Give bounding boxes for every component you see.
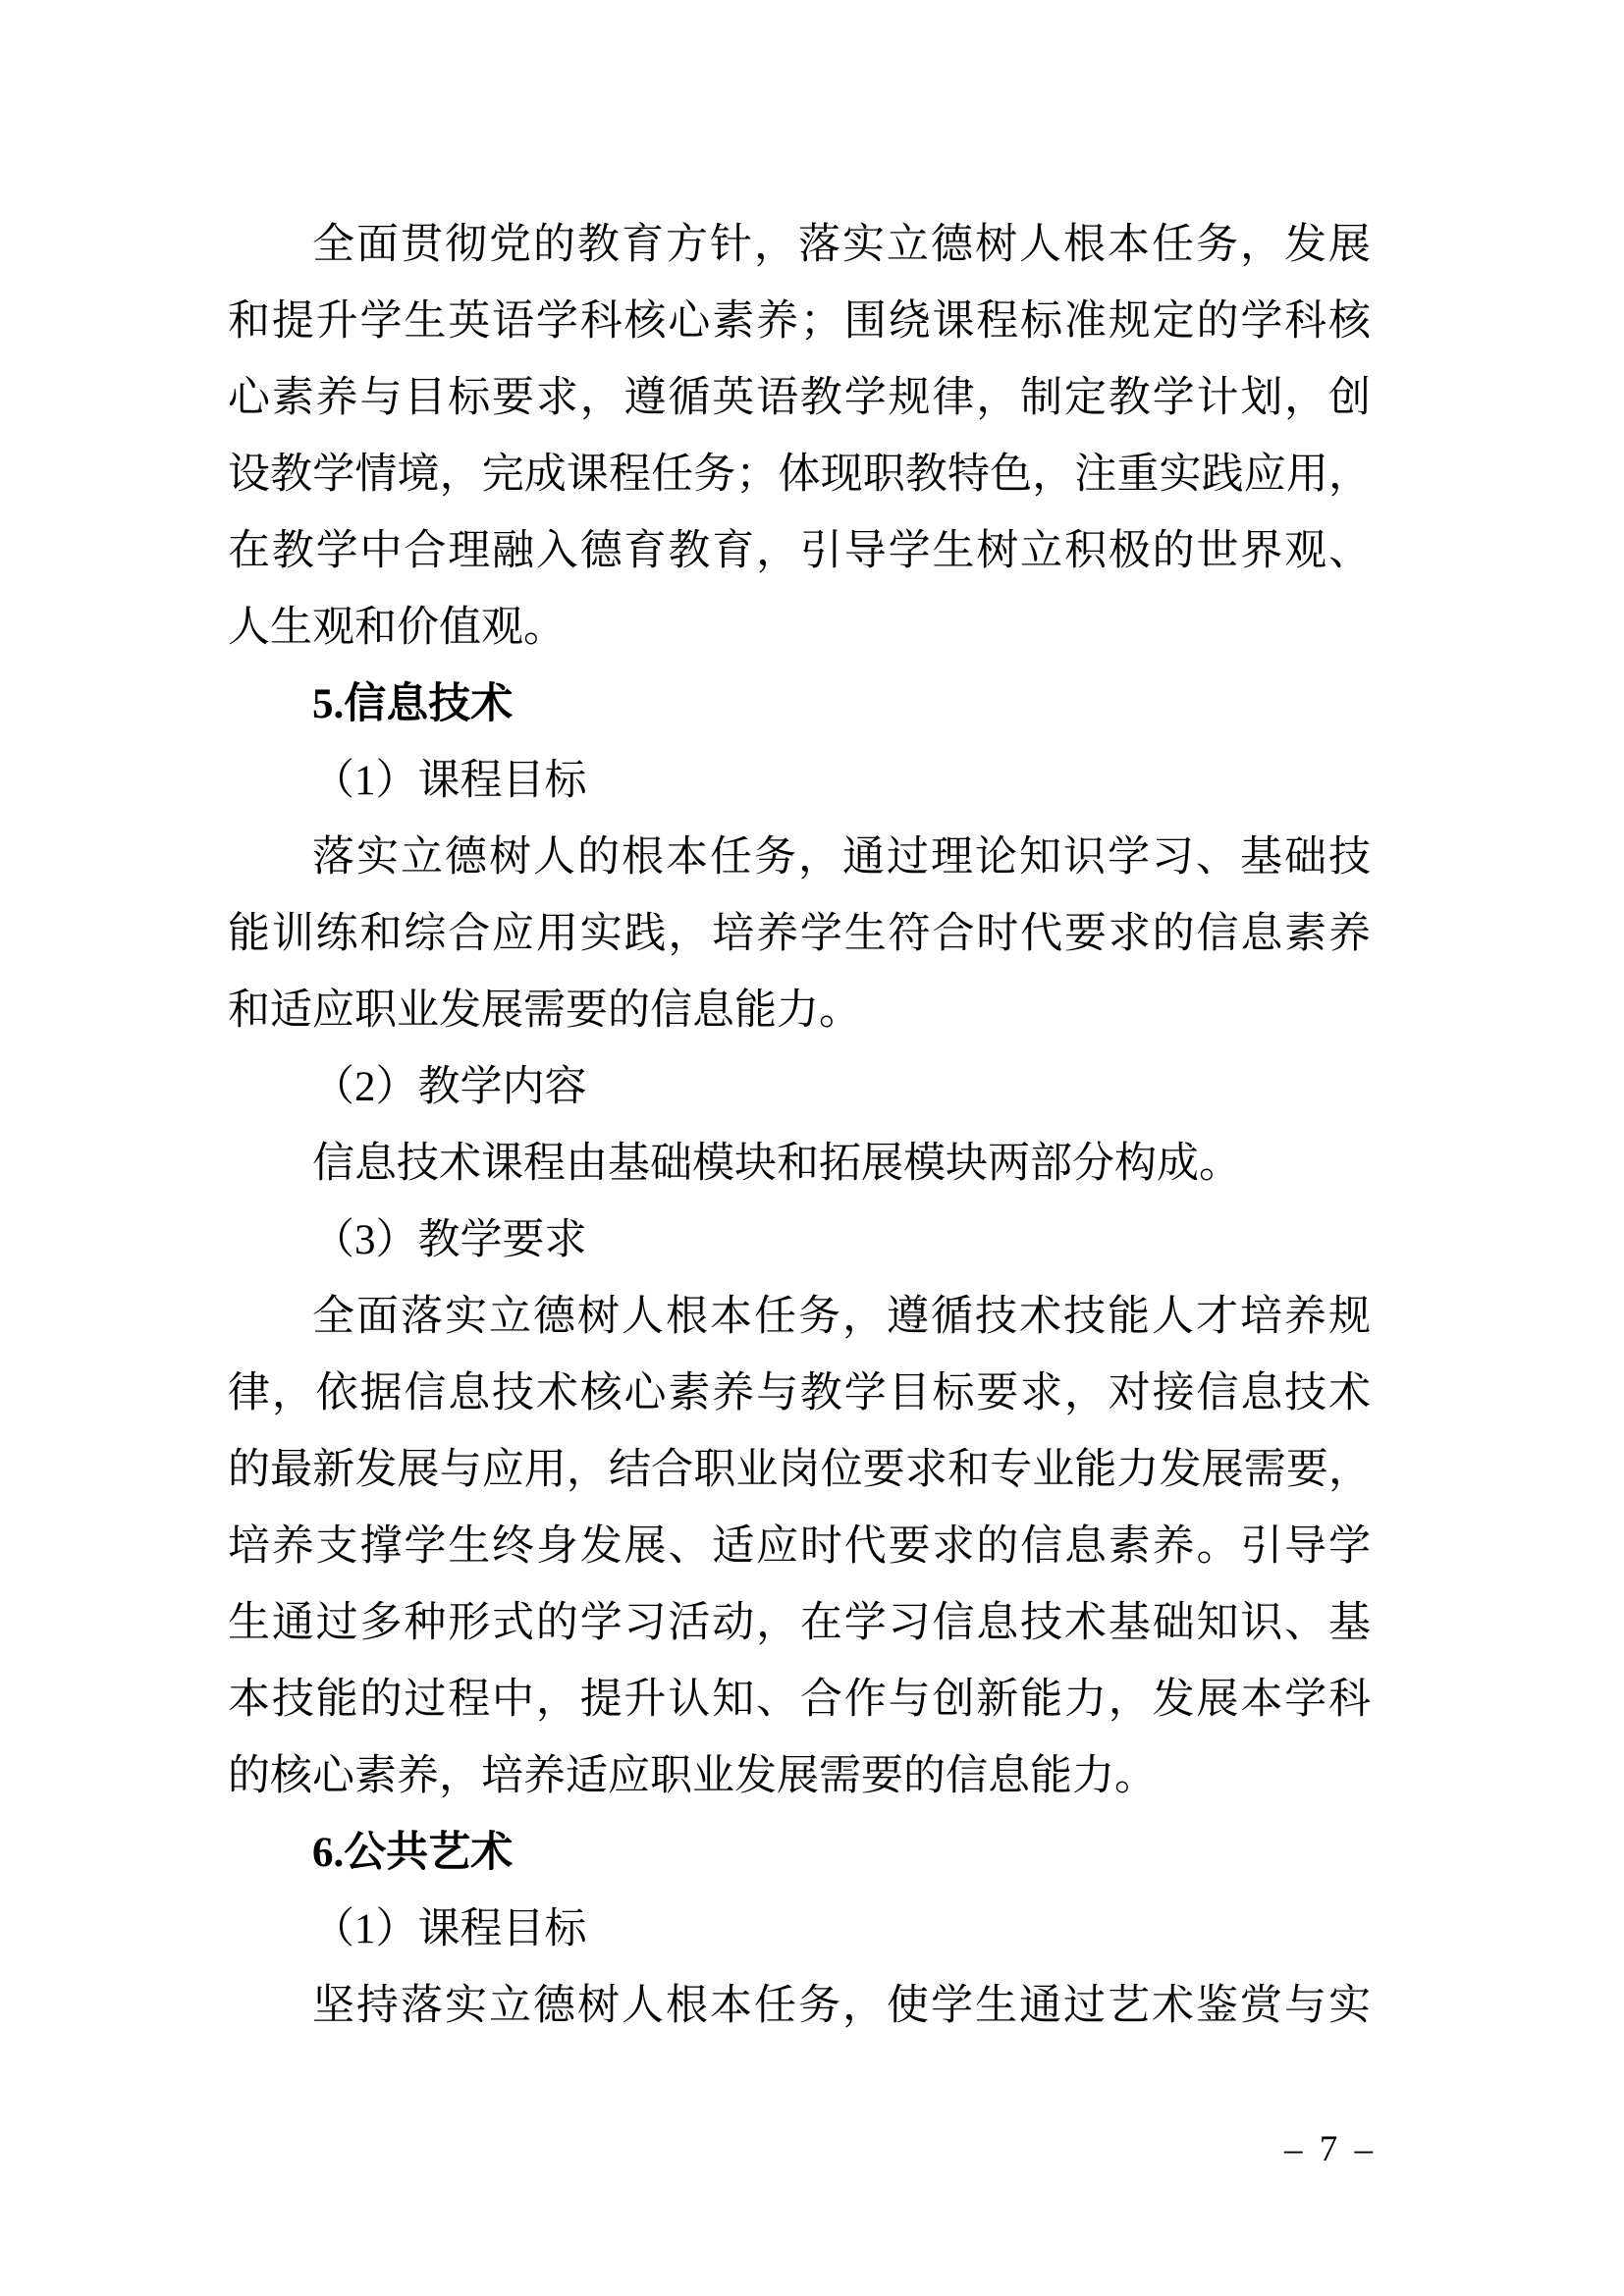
text-line: 坚持落实立德树人根本任务，使学生通过艺术鉴赏与实 — [312, 1983, 1371, 2029]
text-line: 5.信息技术 — [312, 681, 514, 727]
text-line: 在教学中合理融入德育教育，引导学生树立积极的世界观、 — [228, 528, 1371, 574]
text-line: （3）教学要求 — [312, 1217, 587, 1263]
text-line: 落实立德树人的根本任务，通过理论知识学习、基础技 — [312, 834, 1371, 881]
text-line: （1）课程目标 — [312, 758, 587, 804]
text-line: 6.公共艺术 — [312, 1830, 514, 1876]
text-line: 律，依据信息技术核心素养与教学目标要求，对接信息技术 — [228, 1370, 1371, 1416]
paragraph — [228, 1968, 1371, 2045]
paragraph — [228, 1126, 1371, 1202]
text-line: 的最新发展与应用，结合职业岗位要求和专业能力发展需要， — [228, 1447, 1371, 1493]
text-line: （1）课程目标 — [312, 1906, 587, 1952]
page-number: – 7 – — [1284, 2129, 1377, 2169]
text-line: 生通过多种形式的学习活动，在学习信息技术基础知识、基 — [228, 1600, 1371, 1646]
text-block — [228, 207, 1371, 2045]
paragraph — [228, 1279, 1371, 1815]
paragraph — [228, 1202, 1371, 1279]
text-line: 心素养与目标要求，遵循英语教学规律，制定教学计划，创 — [228, 375, 1371, 421]
text-line: 的核心素养，培养适应职业发展需要的信息能力。 — [228, 1753, 1157, 1799]
text-line: 设教学情境，完成课程任务；体现职教特色，注重实践应用， — [228, 452, 1371, 498]
text-line: 和提升学生英语学科核心素养；围绕课程标准规定的学科核 — [228, 298, 1371, 345]
paragraph — [228, 820, 1371, 1049]
text-line: （2）教学内容 — [312, 1064, 587, 1110]
paragraph — [228, 1049, 1371, 1126]
text-line: 信息技术课程由基础模块和拓展模块两部分构成。 — [312, 1141, 1241, 1187]
text-line: 全面贯彻党的教育方针，落实立德树人根本任务，发展 — [312, 222, 1371, 268]
text-line: 人生观和价值观。 — [228, 605, 566, 651]
paragraph — [228, 743, 1371, 820]
section-heading — [228, 1815, 1371, 1892]
text-line: 和适应职业发展需要的信息能力。 — [228, 988, 861, 1034]
text-line: 本技能的过程中，提升认知、合作与创新能力，发展本学科 — [228, 1677, 1371, 1723]
text-line: 能训练和综合应用实践，培养学生符合时代要求的信息素养 — [228, 911, 1371, 957]
text-line: 培养支撑学生终身发展、适应时代要求的信息素养。引导学 — [228, 1523, 1371, 1570]
text-line: 全面落实立德树人根本任务，遵循技术技能人才培养规 — [312, 1294, 1371, 1340]
paragraph — [228, 1892, 1371, 1968]
section-heading — [228, 667, 1371, 743]
paragraph — [228, 207, 1371, 667]
